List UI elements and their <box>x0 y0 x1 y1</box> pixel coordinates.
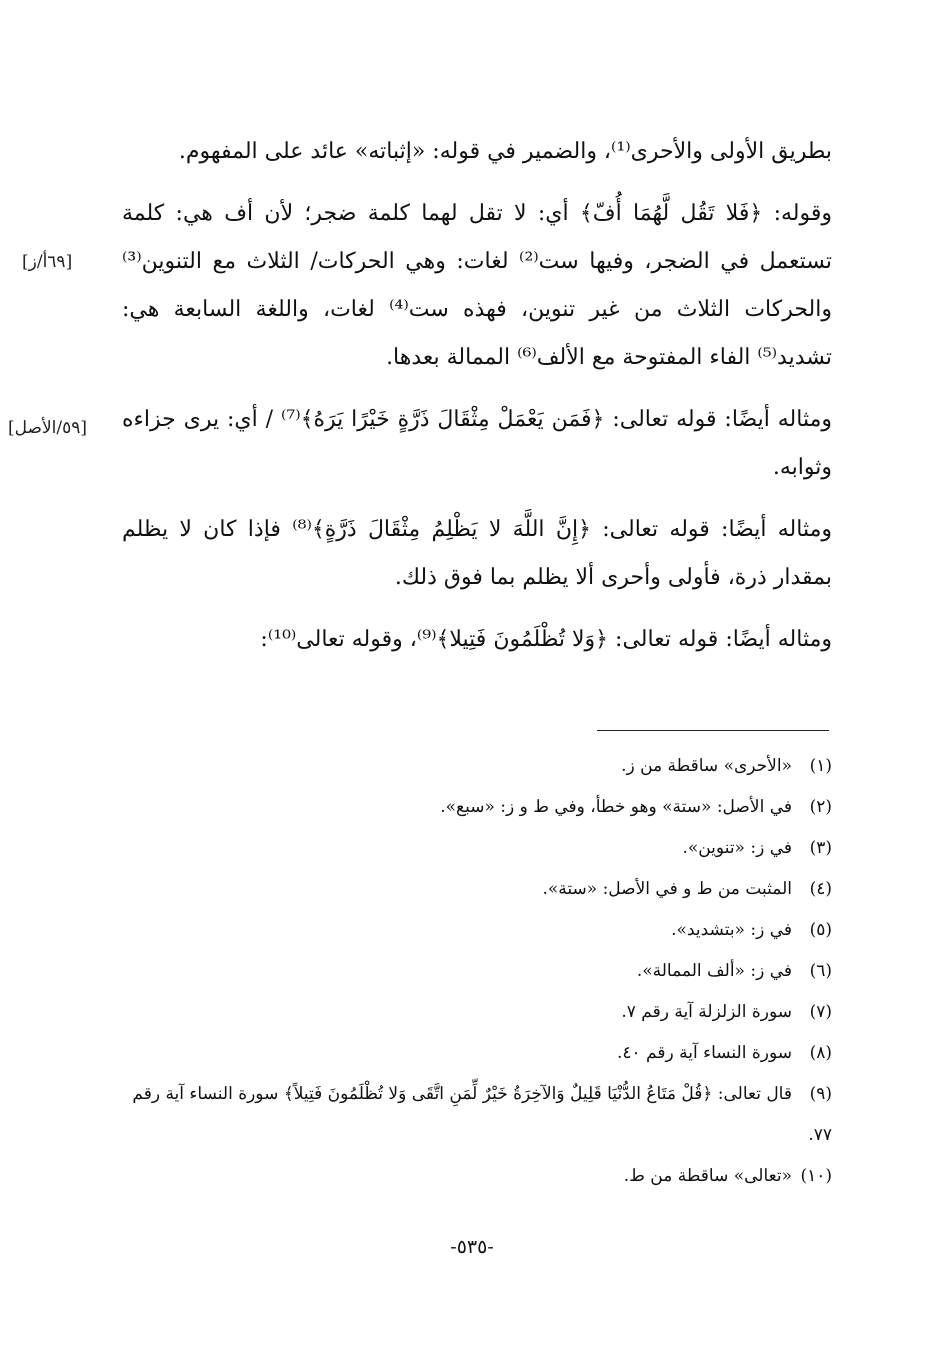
paragraph-1: بطريق الأولى والأحرى⁽¹⁾، والضمير في قوله: «إثباته» عائد على المفهوم. <box>178 139 832 164</box>
footnote-number: (٤) <box>809 879 832 899</box>
footnote-3 <box>120 828 832 869</box>
footnotes <box>120 746 832 1197</box>
footnote-9 <box>120 1074 832 1156</box>
footnote-6 <box>120 951 832 992</box>
footnote-number: (١٠) <box>800 1166 832 1186</box>
footnote-text: في ز: «بتشديد». <box>671 920 792 940</box>
main-text <box>122 128 832 678</box>
footnote-5 <box>120 910 832 951</box>
footnote-text: المثبت من ط و في الأصل: «ستة». <box>542 879 792 899</box>
footnote-number: (٢) <box>809 797 832 817</box>
footnote-number: (٣) <box>809 838 832 858</box>
footnote-text: سورة النساء آية رقم ٤٠. <box>616 1043 792 1063</box>
paragraph-4: ومثاله أيضًا: قوله تعالى: ﴿إِنَّ اللَّهَ لا يَظْلِمُ مِثْقَالَ ذَرَّةٍ﴾⁽⁸⁾ فإذا كان لا يظلم بمقدار ذرة، فأولى وأحرى ألا يظلم بما فوق ذلك. <box>122 517 833 590</box>
footnote-7 <box>120 992 832 1033</box>
footnote-text: في الأصل: «ستة» وهو خطأ، وفي ط و ز: «سبع». <box>440 797 792 817</box>
footnote-1 <box>120 746 832 787</box>
footnote-divider <box>597 730 829 731</box>
footnote-text: سورة الزلزلة آية رقم ٧. <box>621 1002 792 1022</box>
footnote-text: «الأحرى» ساقطة من ز. <box>621 756 792 776</box>
footnote-number: (٥) <box>809 920 832 940</box>
paragraph-5: ومثاله أيضًا: قوله تعالى: ﴿وَلا تُظْلَمُونَ فَتِيلا﴾⁽⁹⁾، وقوله تعالى⁽¹⁰⁾: <box>260 627 832 652</box>
footnote-text: قال تعالى: ﴿قُلْ مَتَاعُ الدُّنْيَا قَلِيلٌ وَالآخِرَةُ خَيْرٌ لِّمَنِ اتَّقَى وَلا تُظْلَمُونَ فَتِيلاً﴾ سورة النساء آية رقم ٧٧. <box>132 1084 832 1145</box>
footnote-number: (٦) <box>809 961 832 981</box>
footnote-number: (٧) <box>809 1002 832 1022</box>
margin-note-manuscript-z: [٦٩أ/ز] <box>22 252 73 272</box>
paragraph-2: وقوله: ﴿فَلا تَقُل لَّهُمَا أُفّ﴾ أي: لا تقل لهما كلمة ضجر؛ لأن أف هي: كلمة تستعمل في الضجر، وفيها ست⁽²⁾ لغات: وهي الحركات/ الثلاث مع التنوين⁽³⁾ والحركات الثلاث من غير تنوين، فهذه ست⁽⁴⁾ لغات، واللغة السابعة هي: تشديد⁽⁵⁾ الفاء المفتوحة مع الألف⁽⁶⁾ الممالة بعدها. <box>122 201 832 370</box>
paragraph-3: ومثاله أيضًا: قوله تعالى: ﴿فَمَن يَعْمَلْ مِثْقَالَ ذَرَّةٍ خَيْرًا يَرَهُ﴾⁽⁷⁾ / أي: يرى جزاءه وثوابه. <box>122 407 832 480</box>
footnote-number: (٩) <box>809 1084 832 1104</box>
footnote-text: في ز: «تنوين». <box>682 838 792 858</box>
footnote-8 <box>120 1033 832 1074</box>
footnote-4 <box>120 869 832 910</box>
footnote-number: (٨) <box>809 1043 832 1063</box>
margin-note-manuscript-asl: [٥٩/الأصل] <box>8 418 87 438</box>
footnote-10 <box>120 1156 832 1197</box>
footnote-2 <box>120 787 832 828</box>
page-number: -٥٣٥- <box>450 1236 494 1258</box>
footnote-text: «تعالى» ساقطة من ط. <box>623 1166 792 1186</box>
footnote-number: (١) <box>809 756 832 776</box>
footnote-text: في ز: «ألف الممالة». <box>636 961 792 981</box>
